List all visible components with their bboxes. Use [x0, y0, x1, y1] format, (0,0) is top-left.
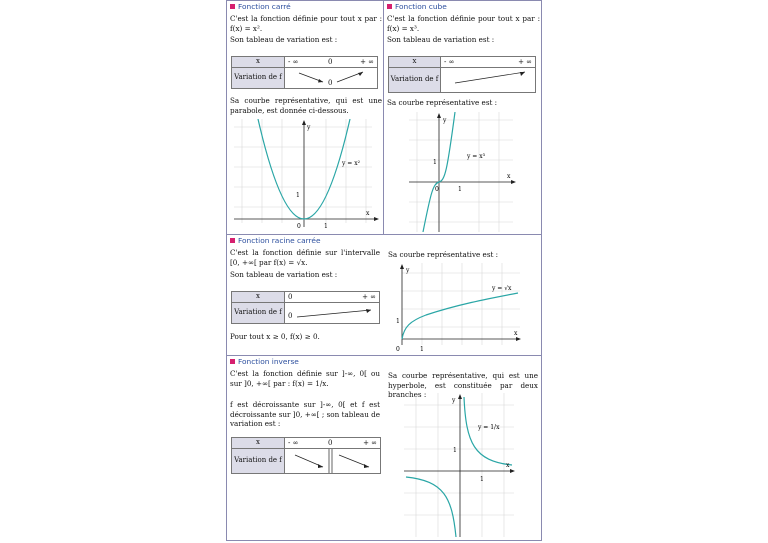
courbe-text: Sa courbe représentative, qui est une parabole, est donnée ci-dessous. — [230, 96, 382, 115]
courbe-text: Sa courbe représentative, qui est une hyperbole, est constituée par deux branches : — [388, 371, 538, 399]
x-axis-label: x — [366, 210, 370, 217]
section-fonction-racine — [230, 236, 540, 354]
bullet-square-icon — [387, 4, 392, 9]
tick-y1: 1 — [453, 447, 457, 454]
courbe-text: Sa courbe représentative est : — [388, 250, 499, 259]
sqrt-graph — [396, 263, 526, 353]
min-value: 0 — [328, 79, 333, 87]
variation-table — [231, 437, 381, 474]
section-divider-2 — [227, 355, 541, 356]
tick-x0: 0 — [396, 346, 400, 353]
positivity-text: Pour tout x ≥ 0, f(x) ≥ 0. — [230, 332, 320, 341]
variation-arrow — [285, 303, 380, 323]
variation-header: Variation de f — [389, 68, 441, 93]
tick-x1: 1 — [324, 223, 328, 230]
x-axis-label: x — [507, 173, 511, 180]
tick-y1: 1 — [296, 192, 300, 199]
x-axis-arrow-icon — [516, 337, 521, 341]
hyperbola-right-branch — [464, 397, 512, 465]
variation-header: Variation de f — [232, 449, 285, 474]
definition-text: C'est la fonction définie pour tout x par : f(x) = x². — [230, 14, 382, 33]
section-title: Fonction inverse — [230, 357, 540, 367]
y-axis-label: y — [443, 117, 447, 124]
tableau-intro: Son tableau de variation est : — [230, 270, 338, 279]
curve-label: y = x³ — [467, 153, 486, 160]
section-fonction-cube — [387, 2, 540, 233]
min-value: 0 — [288, 312, 293, 320]
x-axis-label: x — [506, 462, 510, 469]
section-fonction-carre — [230, 2, 382, 233]
y-axis-arrow-icon — [400, 264, 404, 269]
definition-text: C'est la fonction définie sur l'intervalle [0, +∞[ par f(x) = √x. — [230, 248, 380, 267]
variation-row — [441, 68, 536, 93]
hyperbola-graph — [404, 393, 516, 538]
variation-row — [285, 68, 378, 89]
bullet-square-icon — [230, 238, 235, 243]
variation-table — [231, 291, 380, 324]
sqrt-curve — [402, 293, 518, 339]
decroissante-text: f est décroissante sur ]-∞, 0[ et f est décroissante sur ]0, +∞[ ; son tableau de variation est : — [230, 400, 380, 428]
x-values-row: - ∞ 0 + ∞ — [285, 438, 381, 449]
x-axis-arrow-icon — [374, 217, 379, 221]
x-values-row: - ∞ 0 + ∞ — [285, 57, 378, 68]
curve-label: y = 1/x — [478, 424, 500, 431]
section-divider-1 — [227, 234, 541, 235]
definition-text: C'est la fonction définie pour tout x par : f(x) = x³. — [387, 14, 540, 33]
x-header: x — [232, 292, 285, 303]
variation-arrow — [441, 68, 535, 88]
curve-label: y = x² — [342, 160, 361, 167]
graph-grid — [402, 263, 520, 345]
y-axis-label: y — [307, 124, 311, 131]
variation-row — [285, 449, 381, 474]
tick-x0: 0 — [435, 186, 439, 193]
x-header: x — [232, 57, 285, 68]
x-axis-arrow-icon — [511, 180, 516, 184]
tick-x1: 1 — [458, 186, 462, 193]
tick-x1: 1 — [480, 476, 484, 483]
x-values-row: - ∞ + ∞ — [441, 57, 536, 68]
bullet-square-icon — [230, 359, 235, 364]
formula-sheet — [226, 0, 542, 541]
graph-grid — [234, 119, 372, 223]
y-axis-arrow-icon — [458, 394, 462, 399]
x-header: x — [389, 57, 441, 68]
cube-graph — [409, 112, 519, 232]
section-fonction-inverse — [230, 357, 540, 540]
bullet-square-icon — [230, 4, 235, 9]
y-axis-label: y — [452, 397, 456, 404]
section-title: Fonction carré — [230, 2, 382, 12]
y-axis-arrow-icon — [302, 120, 306, 125]
curve-label: y = √x — [492, 285, 512, 292]
x-header: x — [232, 438, 285, 449]
hyperbola-left-branch — [406, 477, 456, 537]
y-axis-label: y — [406, 267, 410, 274]
tick-x0: 0 — [297, 223, 301, 230]
x-values-row: 0 + ∞ — [285, 292, 380, 303]
graph-grid — [409, 112, 513, 232]
tableau-intro: Son tableau de variation est : — [387, 35, 495, 44]
parabola-graph — [234, 119, 382, 231]
variation-header: Variation de f — [232, 303, 285, 324]
variation-arrows — [285, 449, 381, 473]
variation-table — [231, 56, 378, 89]
section-title: Fonction racine carrée — [230, 236, 540, 246]
graph-grid — [404, 393, 514, 537]
courbe-text: Sa courbe représentative est : — [387, 98, 498, 107]
variation-header: Variation de f — [232, 68, 285, 89]
section-title: Fonction cube — [387, 2, 540, 12]
column-divider-top — [383, 1, 384, 234]
tick-x1: 1 — [420, 346, 424, 353]
tick-y1: 1 — [396, 318, 400, 325]
definition-text: C'est la fonction définie sur ]-∞, 0[ ou sur ]0, +∞[ par : f(x) = 1/x. — [230, 369, 380, 388]
y-axis-arrow-icon — [437, 113, 441, 118]
x-axis-arrow-icon — [510, 469, 515, 473]
tick-y1: 1 — [433, 159, 437, 166]
x-axis-label: x — [514, 330, 518, 337]
variation-row — [285, 303, 380, 324]
variation-table — [388, 56, 536, 93]
tableau-intro: Son tableau de variation est : — [230, 35, 338, 44]
